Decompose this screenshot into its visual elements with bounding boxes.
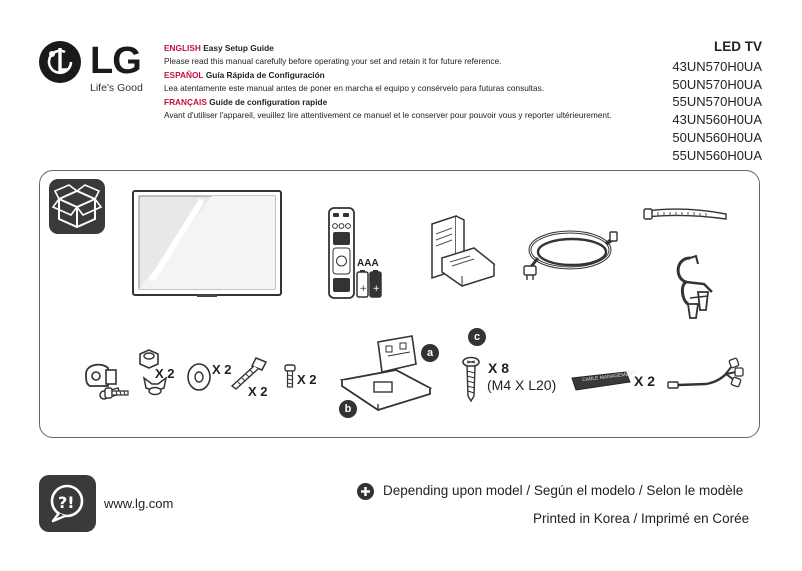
cable-tie-illustration — [644, 207, 728, 225]
cable-tag-text: CABLE MANAGEMENT — [581, 370, 636, 384]
power-cord-illustration — [522, 222, 618, 282]
guide-en-heading — [164, 42, 624, 55]
stand-body-badge: a — [421, 344, 439, 362]
svg-text:?!: ?! — [58, 493, 75, 512]
brand-tagline: Life's Good — [90, 82, 143, 94]
open-box-icon — [49, 179, 105, 234]
model-number: 50UN560H0UA — [672, 129, 762, 145]
printed-in-note: Printed in Korea / Imprimé en Corée — [533, 511, 750, 526]
lang-label-en: ENGLISH — [164, 43, 201, 53]
brand-name: LG — [90, 40, 141, 82]
guide-descriptions — [164, 42, 624, 121]
gender-cable-quantity: X 2 — [634, 373, 656, 389]
model-number: 50UN570H0UA — [672, 76, 762, 92]
stand-screw-spec: (M4 X L20) — [487, 377, 557, 393]
bolt-quantity: X 2 — [248, 384, 268, 399]
guide-title-es: Guía Rápida de Configuración — [205, 70, 325, 80]
svg-text:+: + — [359, 284, 368, 294]
plus-circle-icon — [357, 483, 374, 500]
stand-screw-quantity: X 8 — [488, 360, 510, 376]
manuals-illustration — [428, 214, 496, 288]
product-type: LED TV — [713, 39, 762, 54]
stand-base-badge: b — [339, 400, 357, 418]
av-gender-cable-illustration — [666, 356, 748, 396]
svg-text:+: + — [372, 284, 381, 294]
lang-label-es: ESPAÑOL — [164, 70, 204, 80]
washer-quantity: X 2 — [212, 362, 232, 377]
guide-title-fr: Guide de configuration rapide — [209, 97, 328, 107]
washer-illustration — [186, 362, 212, 392]
model-number: 55UN560H0UA — [672, 147, 762, 163]
guide-text-es: Lea atentamente este manual antes de poner en marcha el equipo y consérvelo para futuras consultas. — [164, 82, 545, 93]
guide-fr-heading — [164, 96, 624, 109]
model-number: 43UN570H0UA — [672, 58, 762, 74]
remote-control-illustration — [328, 207, 355, 299]
guide-text-fr: Avant d'utiliser l'appareil, veuillez lire attentivement ce manuel et le conserver pour pouvoir vous y reporter ultérieurement. — [164, 109, 612, 120]
battery-label: AAA — [357, 258, 379, 269]
short-screw-illustration — [284, 364, 296, 390]
lang-label-fr: FRANÇAIS — [164, 97, 207, 107]
aaa-batteries-illustration — [356, 270, 382, 298]
guide-title-en: Easy Setup Guide — [203, 43, 274, 53]
model-number: 43UN560H0UA — [672, 112, 762, 128]
stand-screw-badge: c — [468, 328, 486, 346]
stand-screw-illustration — [462, 356, 480, 402]
model-number: 55UN570H0UA — [672, 94, 762, 110]
website-url[interactable]: www.lg.com — [104, 496, 174, 511]
cable-holder-clip-illustration — [668, 252, 720, 322]
question-support-icon — [39, 475, 96, 532]
lg-logo — [38, 38, 156, 96]
guide-text-en: Please read this manual carefully before operating your set and retain it for future reference. — [164, 55, 502, 66]
model-dependency-note: Depending upon model / Según el modelo / Selon le modèle — [383, 483, 744, 498]
guide-es-heading — [164, 69, 624, 82]
cable-holder-quantity: X 2 — [155, 366, 175, 381]
model-list — [672, 38, 762, 165]
screw-small-illustration — [104, 386, 130, 400]
tv-illustration — [132, 190, 282, 300]
lg-face-logo-icon — [38, 40, 82, 84]
small-screw-quantity: X 2 — [297, 372, 317, 387]
